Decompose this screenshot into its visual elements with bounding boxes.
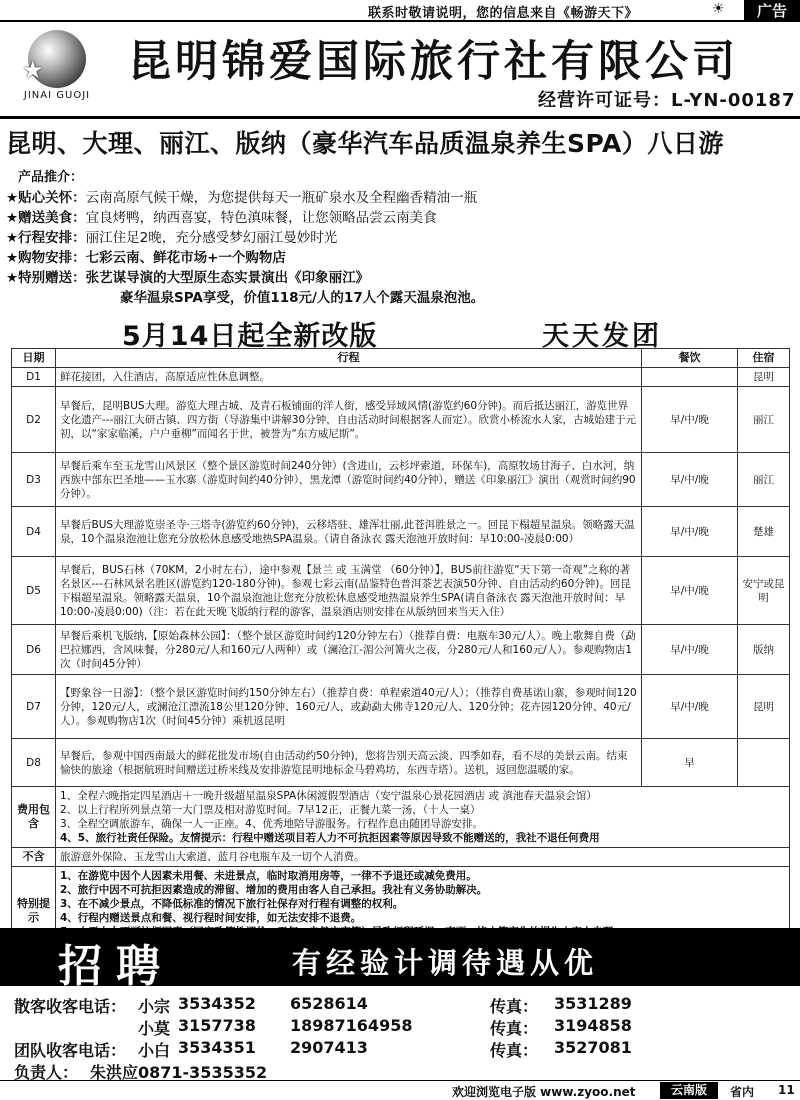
daily-departure-slogan: 天天发团 [542,321,662,352]
table-row: D6 早餐后乘机飞版纳,【原始森林公园】：（整个景区游览时间约120分钟左右）（推荐自费：电瓶车30元/人）。晚上歌舞自费（勐巴拉娜西，含风味餐，分280元/人和160元/人两种）或（澜沧江-湄公河篝火之夜，分280元/人和160元/人）。参观购物店1次（时间45分钟） 早/中/晚 版纳 [12,625,790,675]
recruit-subtitle: 有经验计调待遇从优 [292,946,599,980]
revision-slogan: 5月14日起全新改版 [122,321,378,352]
special-tips-label: 特别提示 [12,867,56,956]
tour-title: 昆明、大理、丽江、版纳（豪华汽车品质温泉养生SPA）八日游 [6,129,724,158]
fax-number[interactable]: 3527081 [554,1038,632,1057]
page-number: 11 [778,1083,795,1097]
table-row: D4 早餐后BUS大理游览崇圣寺·三塔寺(游览约60分钟)，云移塔驻、雄浑壮丽,此苍洱胜景之一。回昆下榻超星温泉。领略露天温泉，10个温泉泡池让您充分放松休息感受地热SPA温泉。（请自备泳衣 露天泡池开放时间：早10:00-凌晨0:00） 早/中/晚 楚雄 [12,507,790,557]
special-tips-text: 1、在游览中因个人因素未用餐、未进景点，临时取消用房等，一律不予退还或减免费用。 2、旅行中因不可抗拒因素造成的滞留、增加的费用由客人自己承担。我社有义务协助解决。 3、在不减少景点，不降低标准的情况下旅行社保存对行程有调整的权利。 4、行程内赠送景点和餐、视行程时间安排，如无法安排不退费。 [56,867,790,956]
table-header-row [12,349,790,368]
intro-extra: 豪华温泉SPA享受，价值118元/人的17人个露天温泉泡池。 [120,290,485,306]
contact-name: 小宗 [138,997,171,1016]
fax-label: 传真： [490,1041,539,1060]
top-bar [0,0,800,22]
intro-item: ★行程安排：丽江住足2晚，充分感受梦幻丽江曼妙时光 [6,230,338,246]
fax-number[interactable]: 3194858 [554,1016,632,1035]
fax-label: 传真： [490,1019,539,1038]
header-itinerary: 行程 [56,349,642,368]
contact-phone[interactable]: 18987164958 [290,1016,413,1035]
contact-phone[interactable]: 3534352 [178,994,256,1013]
leader-label: 负责人： [14,1063,79,1082]
fee-include-label: 费用包含 [12,787,56,848]
contact-phone[interactable]: 6528614 [290,994,368,1013]
itinerary-table [11,348,790,956]
contact-phone[interactable]: 2907413 [290,1038,368,1057]
source-notice: 联系时敬请说明，您的信息来自《畅游天下》 [368,6,639,21]
table-row: D3 早餐后乘车至玉龙雪山风景区（整个景区游览时间240分钟）(含进山，云杉坪索道，环保车)，高原牧场甘海子、白水河，纳西族中部东巴圣地——玉水寨（游览时间约40分钟），黑龙潭（游览时间约40分钟），赠送《印象丽江》演出（观赏时间约90分钟）。 早/中/晚 丽江 [12,453,790,507]
contact-phone[interactable]: 3157738 [178,1016,256,1035]
company-logo [14,30,100,102]
region-tag: 云南版 [660,1082,718,1099]
intro-item: ★贴心关怀：云南高原气候干燥，为您提供每天一瓶矿泉水及全程幽香精油一瓶 [6,190,478,206]
header-day: 日期 [12,349,56,368]
license-number: 经营许可证号：L-YN-00187 [538,90,796,111]
retail-phone-label: 散客收客电话： [14,997,127,1016]
table-row: D2 早餐后，昆明BUS大理。游览大理古城、及青石板铺面的洋人街，感受异域风情(游览约60分钟)。而后抵达丽江，游览世界文化遗产---丽江大研古镇、四方街（导游集中讲解30分钟，自由活动时间根据客人而定）。欣赏小桥流水人家，古城始建于元初，以“家家临溪，户户垂柳”而闻名于世，被誉为“东方威尼斯”。 早/中/晚 丽江 [12,387,790,453]
intro-item: ★特别赠送：张艺谋导演的大型原生态实景演出《印象丽江》 [6,270,370,286]
leader-contact[interactable]: 朱洪应0871-3535352 [90,1063,268,1082]
star-icon: ★ [22,56,44,84]
fee-include-row [12,787,790,848]
contact-name: 小白 [138,1041,171,1060]
product-intro [6,166,796,308]
logo-english-name: JINAI GUOJI [23,90,91,101]
intro-item: ★赠送美食：宜良烤鸭，纳西喜宴，特色滇味餐，让您领略品尝云南美食 [6,210,437,226]
table-row: D5 早餐后，BUS石林（70KM，2小时左右），途中参观【景兰 或 玉满堂 （60分钟）】，BUS前往游览“天下第一奇观”之称的著名景区---石林风景名胜区(游览约120-180分钟)。参观七彩云南(品鉴特色普洱茶艺表演50分钟、自由活动约60分钟)。回昆下榻超星温泉。领略露天温泉，10个温泉泡池让您充分放松休息感受地热温泉养生SPA(请自备泳衣 露天泡池开放时间：早10:00-凌晨0:00)（注：若在此天晚飞版纳行程的游客，温泉酒店则安排在从版纳回来当天入住） 早/中/晚 安宁或昆明 [12,557,790,625]
table-row: D8 早餐后，参观中国西南最大的鲜花批发市场(自由活动约50分钟)，您将告别天高云淡、四季如春，看不尽的美景云南。结束愉快的旅途（根据航班时间赠送过桥米线及安排游览昆明地标金马碧鸡坊，东西寺塔）。送机，返回您温暖的家。 早 [12,739,790,787]
recruitment-banner [0,928,800,992]
fee-exclude-label: 不含 [12,848,56,867]
header-hotel: 住宿 [738,349,790,368]
intro-item: ★购物安排：七彩云南、鲜花市场+一个购物店 [6,250,286,266]
team-phone-label: 团队收客电话： [14,1041,127,1060]
contact-phone[interactable]: 3534351 [178,1038,256,1057]
header-meals: 餐饮 [642,349,738,368]
contact-name: 小莫 [138,1019,171,1038]
header-divider [0,116,800,119]
fee-exclude-text: 旅游意外保险、玉龙雪山大索道、蓝月谷电瓶车及一切个人消费。 [56,848,790,867]
province-label: 省内 [730,1085,755,1099]
table-row: D1 鲜花接团，入住酒店，高原适应性休息调整。 昆明 [12,368,790,387]
company-name: 昆明锦爱国际旅行社有限公司 [128,37,739,87]
fax-number[interactable]: 3531289 [554,994,632,1013]
page-footer [0,1080,800,1100]
fee-include-text: 1、全程六晚指定四星酒店＋一晚升级超星温泉SPA休闲渡假型酒店（安宁温泉心景花园酒店 或 滇池春天温泉会馆） 2、以上行程所列景点第一大门票及相对游览时间。7早12正，正餐九菜一汤，（十人一桌） 3、全程空调旅游车，确保一人一正座。4、优秀地陪导游服务。行程作息由随团导游安排。 4、5、旅行社责任保险。友情提示：行程中赠送项目若人力不可抗拒因素等原因导致不能赠送的，我社不退任何费用 [56,787,790,848]
intro-heading: 产品推介： [18,170,84,185]
ad-tag: 广告 [744,0,800,22]
table-row: D7 【野象谷一日游】：（整个景区游览时间约150分钟左右）（推荐自费：单程索道40元/人）；（推荐自费基诺山寨，参观时间120分钟，120元/人，或澜沧江漂流18公里120分钟、160元/人，或勐勐大佛寺120元/人、120分钟；花卉园120分钟、40元/人）。参观购物店1次（时间45分钟）乘机返昆明 早/中/晚 昆明 [12,675,790,739]
recruit-title: 招聘 [58,941,174,992]
fax-label: 传真： [490,997,539,1016]
sun-icon: ☀ [712,1,725,17]
website-link[interactable]: 欢迎浏览电子版 www.zyoo.net [452,1085,636,1099]
fee-exclude-row [12,848,790,867]
